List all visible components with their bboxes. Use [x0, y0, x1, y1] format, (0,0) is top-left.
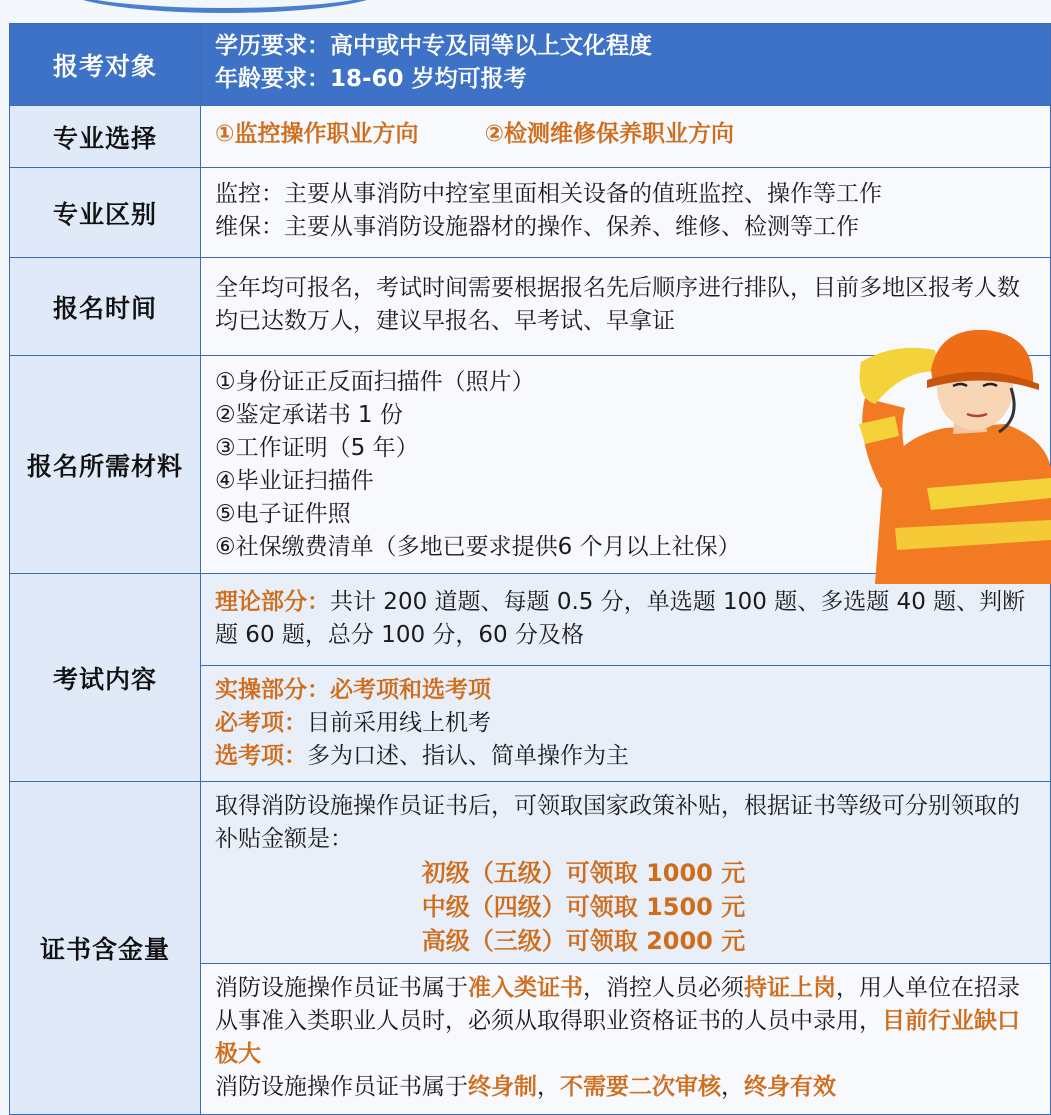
- cert-requirement-highlight: 持证上岗: [744, 975, 836, 1001]
- top-decoration-arc: [60, 0, 390, 13]
- label-diff: 专业区别: [9, 167, 201, 258]
- label-exam: 考试内容: [9, 573, 201, 782]
- optional-title: 选考项：: [215, 743, 307, 769]
- label-target: 报考对象: [9, 23, 201, 106]
- cert-desc-text: ，: [721, 1074, 744, 1100]
- material-item: ⑥社保缴费清单（多地已要求提供6 个月以上社保）: [215, 534, 741, 560]
- cert-desc-text: 消防设施操作员证书属于: [215, 1074, 468, 1100]
- cert-desc-text: ，消控人员必须: [583, 975, 744, 1001]
- lifetime-highlight: 终身制: [468, 1074, 537, 1100]
- cert-desc-text: ，: [537, 1074, 560, 1100]
- cell-diff: [200, 167, 1051, 258]
- firefighter-saluting-illustration: [835, 328, 1051, 584]
- cell-value-description: [200, 963, 1051, 1115]
- no-review-highlight: 不需要二次审核: [560, 1074, 721, 1100]
- major-option-2: ②检测维修保养职业方向: [484, 121, 734, 147]
- theory-text: 共计 200 道题、每题 0.5 分，单选题 100 题、多选题 40 题、判断题 60 题，总分 100 分，60 分及格: [215, 589, 1026, 648]
- practice-title: 实操部分：必考项和选考项: [215, 677, 491, 703]
- label-time: 报名时间: [9, 257, 201, 356]
- cert-desc-text: ，用人单位在招录从事准入类职业人员时，必须从取得职业资格证书的人员中录用，: [215, 975, 1020, 1034]
- cell-exam-practice: [200, 665, 1051, 782]
- edu-requirement: 学历要求：高中或中专及同等以上文化程度: [215, 33, 652, 59]
- industry-gap-highlight: 目前行业缺口极大: [215, 1008, 1020, 1067]
- required-text: 目前采用线上机考: [307, 710, 491, 736]
- cell-target: [200, 23, 1051, 106]
- label-materials: 报名所需材料: [9, 355, 201, 574]
- cell-major: [200, 105, 1051, 168]
- label-major: 专业选择: [9, 105, 201, 168]
- major-option-1: ①监控操作职业方向: [215, 121, 419, 147]
- material-item: ①身份证正反面扫描件（照片）: [215, 369, 535, 395]
- lifetime-valid-highlight: 终身有效: [744, 1074, 836, 1100]
- material-item: ④毕业证扫描件: [215, 468, 374, 494]
- theory-title: 理论部分：: [215, 589, 330, 615]
- subsidy-intro: 取得消防设施操作员证书后，可领取国家政策补贴，根据证书等级可分别领取的补贴金额是：: [215, 793, 1020, 852]
- material-item: ③工作证明（5 年）: [215, 435, 419, 461]
- cert-type-highlight: 准入类证书: [468, 975, 583, 1001]
- subsidy-level: 初级（五级）可领取 1000 元: [421, 859, 746, 887]
- material-item: ②鉴定承诺书 1 份: [215, 402, 403, 428]
- cell-value-subsidy: [200, 781, 1051, 964]
- diff-monitor: 监控：主要从事消防中控室里面相关设备的值班监控、操作等工作: [215, 181, 882, 207]
- required-title: 必考项：: [215, 710, 307, 736]
- subsidy-level: 高级（三级）可领取 2000 元: [421, 927, 746, 955]
- time-text: 全年均可报名，考试时间需要根据报名先后顺序进行排队，目前多地区报考人数均已达数万人，建议早报名、早考试、早拿证: [215, 275, 1020, 334]
- diff-maintenance: 维保：主要从事消防设施器材的操作、保养、维修、检测等工作: [215, 214, 859, 240]
- material-item: ⑤电子证件照: [215, 501, 351, 527]
- optional-text: 多为口述、指认、简单操作为主: [307, 743, 629, 769]
- subsidy-level: 中级（四级）可领取 1500 元: [421, 893, 746, 921]
- cert-desc-text: 消防设施操作员证书属于: [215, 975, 468, 1001]
- cell-exam-theory: [200, 573, 1051, 666]
- age-requirement: 年龄要求：18-60 岁均可报考: [215, 66, 527, 92]
- label-value: 证书含金量: [9, 781, 201, 1115]
